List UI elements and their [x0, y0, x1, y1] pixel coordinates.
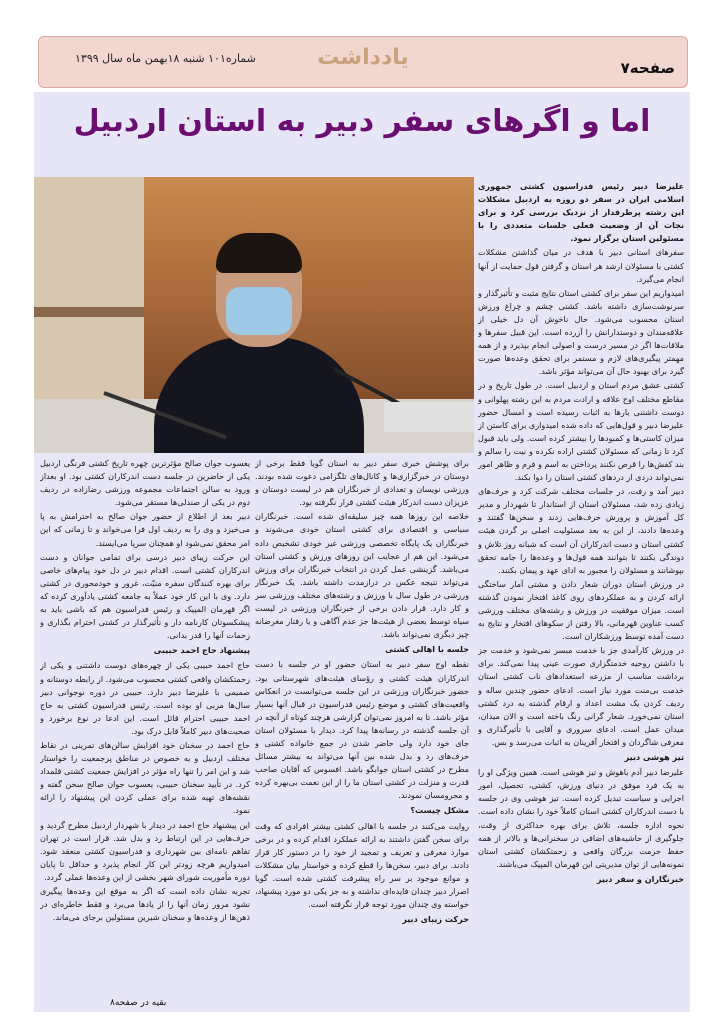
paragraph: یعسوب جوان صالح مؤثرترین چهره تاریخ کشتی فرنگی اردبیل یکی از حاضرین در جلسه دست اندرکاران کشتی بود. او بعداز ورود به سالن اجتماعات مجموعه ورزشی رضازاده در ردیف دوم در یکی از صندلی‌ها مستقر می‌شود. [40, 458, 250, 508]
subheading: تیز هوشی دبیر [624, 752, 684, 763]
paragraph: امیدواریم این سفر برای کشتی استان نتایج مثبت و تأثیرگذار و سرنوشت‌سازی داشته باشد. کشتی چشم و چراغ ورزش استان محسوب می‌شود. حال ناخوش آن دل خیلی از علاقه‌مندان و دوستدارانش را آزرده است. این قبیل سفرها و ملاقات‌ها اگر در مسیر درست و اصولی انجام بپذیرد و از همه مهمتر پیگیری‌های لازم و مستمر برای تحقق وعده‌ها صورت گیرد برای بهبود حال آن می‌تواند مؤثر باشد. [478, 287, 684, 377]
paragraph: کشتی عشق مردم استان و اردبیل است. در طول تاریخ و در مقاطع مختلف اوج علاقه و ارادت مردم به این رشته پهلوانی و دوست داشتنی بارها به اثبات رسیده است و امسال حضور علیرضا دبیر و قول‌هایی که داده شده امیدواری برای کاستن از میزان کاستی‌ها و کمبودها را بیشتر کرده است. ولی باید قبول کرد تا زمانی که مسئولان کشتی اراده نکرده و نیت را سالم و بند کفش‌ها را قرص نکنند پرداختن به اسم و فرم و ظاهر امور نمی‌تواند دردی از دردهای کشتی استان را دوا بکند. [478, 380, 684, 483]
lead-paragraph: علیرضا دبیر رئیس فدراسیون کشتی جمهوری اسلامی ایران در سفر دو روزه به اردبیل مشکلات این رشته پرطرفدار از نزدیک بررسی کرد و برای نجات آن از وضعیت فعلی جلسات متعددی را با مسئولین استان برگزار نمود. [478, 181, 684, 244]
paragraph: برای پوشش خبری سفر دبیر به استان گویا فقط برخی از دوستان در خبرگزاری‌ها و کانال‌های تلگرامی دعوت شده بودند. ورزشی نویسان و تعدادی از خبرنگاران هم در لیست دوستان و عزیزان دست اندرکار هیئت کشتی قرار نگرفته بود. [255, 458, 469, 508]
section-title: یادداشت [317, 45, 409, 70]
paragraph: خلاصه این روزها همه چیز سلیقه‌ای شده است. خبرنگاران سیاسی و اقتصادی برای کشتی استان خودی می‌شوند و خبرنگاران یک پایگاه تخصصی ورزشی غیر خودی تشخیص داده می‌شود. این هم از عجایب این روزهای ورزش و کشتی استان می‌باشد. گزینشی عمل کردن در انتخاب خبرنگاران برای ورزش می‌تواند نتیجه عکس در درازمدت داشته باشد. یک خبرنگار ورزشی در طول سال با ورزش و رشته‌های مختلف ورزشی سر و کار دارد. قرار دادن برخی از خبرنگاران ورزشی در لیست سیاه توسط بعضی از هیئت‌ها جز عدم آگاهی و یا رفتار مغرضانه چیز دیگری نمی‌تواند باشد. [255, 511, 469, 640]
paragraph: این حرکت زیبای دبیر درسی برای تمامی جوانان و دست اندرکاران کشتی است. اقدام دبیر در دل خود پیام‌های خاصی برای بهره کنندگان سفره منیّت، غرور و خودمحوری در کشتی دارد. وی با این کار خود عملاً به جامعه کشتی یادآوری کرده که اگر قهرمان المپیک و رئیس فدراسیون هم که باشی باید به پیشکسوتان کارنامه دار و تأثیرگذار در کشتی احترام بگذاری و زحمات آنها را قدر بدانی. [40, 551, 250, 641]
subheading: خبرنگاران و سفر دبیر [596, 873, 684, 884]
paragraph: در ورزش استان دوران شعار دادن و مشتی آمار ساختگی ارائه کردن و به عملکردهای روی کاغذ افتخار نمودن گذشته است. میزان موفقیت در ورزش و رشته‌های مختلف ورزشی کسب عناوین قهرمانی، بالا رفتن از سکوهای افتخار و نتایج به دست آمده توسط ورزشکاران است. [478, 578, 684, 642]
paragraph: تجربه نشان داده است که اگر به موقع این وعده‌ها پیگیری نشود مرور زمان آنها را از یادها می‌برد و فقط خاطره‌ای در ذهن‌ها از وعده‌ها و سخنان شیرین مسئولین برجای می‌ماند. [40, 886, 250, 923]
paragraph: علیرضا دبیر آدم باهوش و تیز هوشی است. همین ویژگی او را به یک فرد موفق در دنیای ورزش، کشتی، تحصیل، امور اجرایی و سیاست تبدیل کرده است. تیز هوشی وی در جلسه با دست اندرکاران کشتی استان کاملاً خود را نشان داده است. نحوه اداره جلسه، تلاش برای بهره حداکثری از وقت، جلوگیری از حاشیه‌های اضافی در سخنرانی‌ها و بالاتر از همه حفظ حرمت بزرگان واقعی و زحمتکشان کشتی استان نمونه‌هایی از توان مدیریتی این قهرمان المپیک می‌باشند. [478, 767, 684, 869]
subheading: مشکل چیست؟ [410, 805, 469, 816]
issue-info: شماره۱۰۱ شنبه ۱۸بهمن ماه سال ۱۳۹۹ [75, 52, 256, 65]
article-photo [34, 177, 474, 453]
paragraph: حاج احمد در سخنان خود افزایش سالن‌های تمرینی در نقاط مختلف اردبیل و به خصوص در مناطق پرجمعیت را خواستار شد و این امر را تنها راه مؤثر در افزایش جمعیت کشتی قلمداد کرد. در تأیید سخنان حبیبی، یعسوب جوان صالح سخن گفته و نقشه‌های تهیه شده برای عملی کردن این پیشنهاد را ارائه نمود. [40, 739, 250, 816]
continued-note: بقیه در صفحه۸ [110, 998, 167, 1008]
article-column-2 [255, 457, 469, 987]
paragraph: حاج احمد حبیبی یکی از چهره‌های دوست داشتنی و یکی از زحمتکشان واقعی کشتی محسوب می‌شود. از رابطه دوستانه و صمیمی با علیرضا دبیر دارد. حبیبی در دوره نوجوانی دبیر سال‌ها مربی او بوده است. رئیس فدراسیون کشتی به حاج احمد حبیبی احترام قائل است. این ادعا در نوع برخورد و صحبت‌های دبیر کاملاً قابل درک بود. [40, 660, 250, 736]
paragraph: سفرهای استانی دبیر با هدف در میان گذاشتن مشکلات کشتی با مسئولان ارشد هر استان و گرفتن قول حمایت از آنها انجام می‌گیرد. [478, 247, 684, 284]
face-mask-icon [226, 287, 292, 335]
paragraph: در ورزش کارآمدی جز با خدمت مبسر نمی‌شود و خدمت جز با داشتن روحیه خدمتگزاری صورت عینی پیدا نمی‌کند. برای برداشت مناسب از مزرعه استعدادهای ناب کشتی استان خدمت بی‌منت مورد نیاز است. ادعای حضور چندین ساله و ردیف کردن یک مشت اعداد و ارقام گذشته به درد کشتی استان نمی‌خورد. شعار گرانی رنگ باخته است و الان میدان، میدان عمل است. ادعای سروری و آقایی با تأثیرگذاری و معرفی شاگردان و افتخار آفرینان به اثبات می‌رسد و بس. [478, 645, 684, 747]
paragraph: دبیر آمد و رفت، در جلسات مختلف شرکت کرد و حرف‌های زیادی زده شد، مسئولان استان از استاندار تا شهردار و مدیر کل آموزش و پرورش حرف‌هایی زدند و سخن‌ها گفتند و وعده‌ها دادند، از این به بعد مسئولیت اصلی بر گردن هیئت کشتی استان و دست اندرکاران آن است که شبانه روز تلاش و دوندگی بکنند تا بتوانند همه قول‌ها و وعده‌ها را جامه تحقق بپوشانند و مسئولان را مجبور به ادای عهد و پیمان بکنند. [478, 486, 684, 575]
paragraph: این پیشنهاد حاج احمد در دیدار با شهردار اردبیل مطرح گردید و حرف‌هایی در این ارتباط رد و بدل شد. قرار است در تهران تفاهم نامه‌ای بین شهرداری و فدراسیون کشتی منعقد شود. امیدواریم هرچه زودتر این کار انجام پذیرد و حداقل تا پایان دوره مأموریت شورای شهر بخشی از این وعده‌ها عملی گردد. [40, 819, 250, 882]
page-number: صفحه۷ [620, 59, 675, 77]
subheading: جلسه با اهالی کشتی [385, 644, 469, 655]
page-header [38, 36, 688, 88]
paragraph: دبیر بعد از اطلاع از حضور جوان صالح به احترامش به پا می‌خیزد و وی را به ردیف اول فرا می‌خواند و تا زمانی که این امر محقق نمی‌شود او همچنان سرپا می‌ایستد. [40, 511, 250, 548]
subheading: پیشنهاد حاج احمد حبیبی [153, 645, 250, 656]
article-column-3 [40, 457, 250, 987]
article-headline: اما و اگرهای سفر دبیر به استان اردبیل [73, 104, 651, 139]
paragraph: روایت می‌کنند در جلسه با اهالی کشتی بیشتر افرادی که وقت برای سخن گفتن داشتند به ارائه عملکرد اقدام کرده و در برخی موارد معرفی و تعریف و تمجید از خود را در دستور کار قرار دادند. برای دبیر، سخن‌ها را قطع کرده و خواستار بیان مشکلات و موانع موجود بر سر راه پیشرفت کشتی شده است. گویا اصرار دبیر چندان فایده‌ای نداشته و به جز یکی دو مورد پیشنهاد، خواسته وی چندان مورد توجه قرار نگرفته است. [255, 820, 469, 910]
paragraph: نقطه اوج سفر دبیر به استان حضور او در جلسه با دست اندرکاران هیئت کشتی و رؤسای هیئت‌های شهرستانی بود. حضور خبرنگاران ورزشی در این جلسه می‌توانست در انعکاس واقعیت‌های کشتی و موضع رئیس فدراسیون در قبال آنها بسیار مؤثر باشد. تا به امروز نمی‌توان گزارشی هرچند کوتاه از آنچه در آن جلسه گذشته در رسانه‌ها پیدا کرد. دیدار با مسئولان استان جای خود دارد ولی حاضر شدن در جمع خانواده کشتی و حرف‌های رد و بدل شده بین آنها می‌تواند به بیشتر مسائل مطرح در کشتی استان جوابگو باشد. افسوس که آقایان صاحب قدرت و منزلت در کشتی استان ما را از این نعمت بی‌بهره کرده و محرومسان نمودند. [255, 659, 469, 801]
article-column-1 [478, 180, 684, 985]
subheading: حرکت زیبای دبیر [402, 914, 469, 925]
